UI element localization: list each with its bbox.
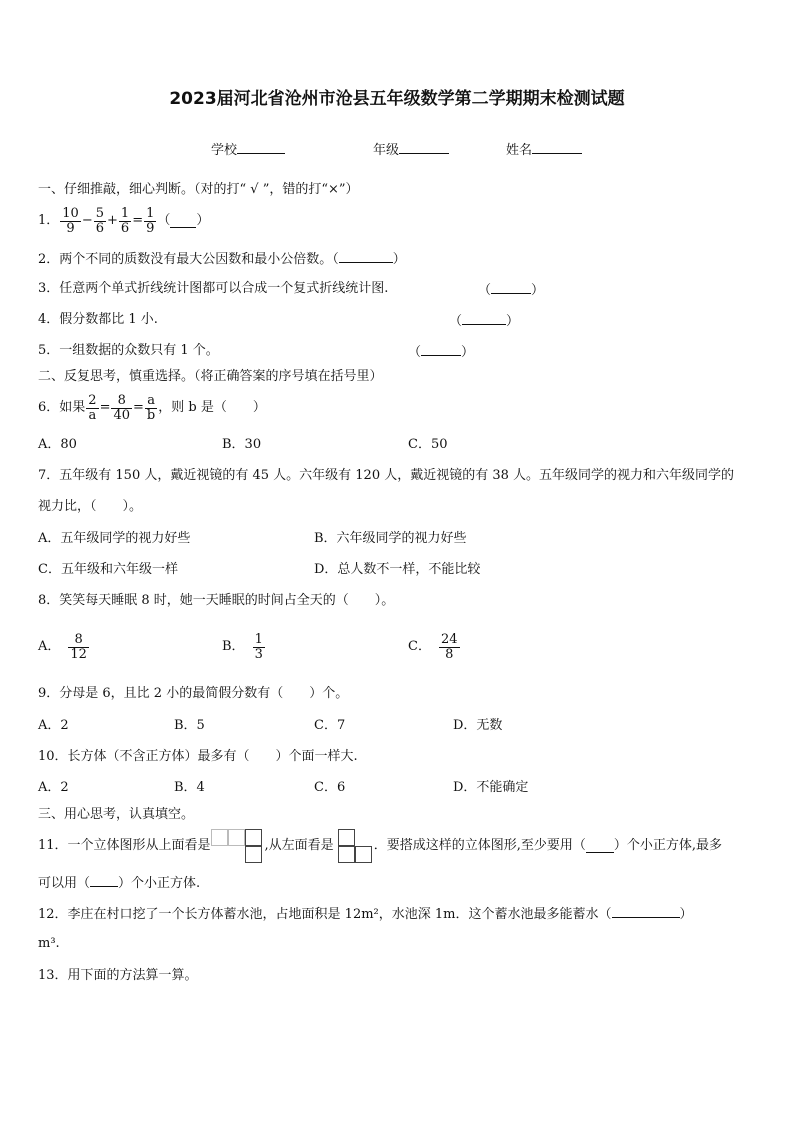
q12-unit: m³. [38,936,60,951]
q2-paren-right: ） [392,252,406,267]
q4-paren-right: ） [506,314,520,329]
grade-blank[interactable] [399,141,449,154]
q6-fraction-3 [145,394,157,423]
q12-answer-blank[interactable] [612,905,680,918]
q11-suffix: ．要搭成这样的立体图形,至少要用（ [373,838,586,853]
q3-paren-right: ） [531,283,545,298]
question-12-line-1 [38,905,693,923]
q1-paren-right: ） [196,213,210,228]
q1-fraction-3 [119,207,131,236]
q11-suffix-2: ）个小正方体,最多 [613,838,722,853]
q11-max-blank[interactable] [90,874,118,887]
q1-equals: = [132,213,144,228]
page-title: 2023届河北省沧州市沧县五年级数学第二学期期末检测试题 [169,89,625,109]
q6-suffix: ，则 b 是（ ） [158,400,266,415]
q6-prefix: 6．如果 [38,400,86,415]
q9-option-b[interactable]: B．5 [174,718,205,733]
q6-equals-2: = [133,400,144,415]
q8-b-den: 3 [254,646,263,662]
q3-answer-blank[interactable] [491,281,531,294]
q3-paren-left: （ [478,283,492,298]
q1-answer-blank[interactable] [170,215,196,228]
q11-left-cell [338,846,355,863]
q2-text: 2．两个不同的质数没有最大公因数和最小公倍数。（ [38,252,339,267]
q6-option-a[interactable]: A．80 [38,437,77,452]
q1-f1-den: 9 [66,220,75,236]
question-5-text: 5．一组数据的众数只有 1 个。 [38,343,219,358]
q5-answer-blank[interactable] [421,343,461,356]
q11-top-cell [211,829,228,846]
q1-fraction-2 [94,207,106,236]
q9-text: 9．分母是 6，且比 2 小的最简假分数有（ ）个。 [38,686,349,701]
q8-a-den: 12 [70,646,87,662]
q11-top-view-figure [211,829,265,863]
q8-option-b-fraction [253,633,265,662]
q11-top-cell [245,846,262,863]
name-field [506,141,582,159]
q9-option-c[interactable]: C．7 [314,718,346,733]
question-4-text: 4．假分数都比 1 小. [38,312,158,327]
q11-prefix: 11．一个立体图形从上面看是 [38,838,211,853]
q1-f3-den: 6 [120,220,130,236]
q7-line-1: 7．五年级有 150 人，戴近视镜的有 45 人。六年级有 120 人，戴近视镜的有 38 人。五年级同学的视力和六年级同学的 [38,468,735,483]
q1-f1-num: 10 [62,205,79,221]
q10-option-a[interactable]: A．2 [38,780,69,795]
q8-option-a-fraction [68,633,89,662]
q1-number: 1． [38,213,60,228]
grade-label: 年级 [373,143,400,158]
q11-middle: ,从左面看是 [264,838,334,853]
q7-option-c[interactable]: C．五年级和六年级一样 [38,562,178,577]
q7-option-a[interactable]: A．五年级同学的视力好些 [38,531,191,546]
q9-option-a[interactable]: A．2 [38,718,69,733]
q12-text: 12．李庄在村口挖了一个长方体蓄水池，占地面积是 12m²，水池深 1m．这个蓄水池最多能蓄水（ [38,907,612,922]
q8-b-num: 1 [254,631,263,647]
q6-option-c[interactable]: C．50 [408,437,448,452]
school-field [211,141,285,159]
q10-text: 10．长方体（不含正方体）最多有（ ）个面一样大. [38,749,358,764]
question-11-line-1 [38,828,722,864]
q7-line-2: 视力比，（ ）。 [38,499,143,514]
q1-f4-den: 9 [146,220,155,236]
question-5-answer [408,343,474,361]
q8-option-c[interactable] [408,628,461,666]
q8-option-a[interactable] [38,628,90,666]
q11-line2-suffix: ）个小正方体. [118,876,201,891]
q1-f3-num: 1 [120,205,130,221]
q11-left-cell [338,829,355,846]
question-3-text: 3．任意两个单式折线统计图都可以合成一个复式折线统计图. [38,281,389,296]
q8-c-num: 24 [440,631,458,647]
q6-fraction-2 [111,394,132,423]
q6-f2-num: 8 [111,394,132,409]
q8-option-a-label: A． [38,639,61,654]
q5-paren-right: ） [461,345,475,360]
section-1-heading: 一、仔细推敲，细心判断。（对的打“ √ ”，错的打“×”） [38,182,359,197]
school-label: 学校 [211,143,238,158]
question-2 [38,250,406,268]
q1-fraction-4 [144,207,156,236]
q8-option-c-fraction [439,633,460,662]
q1-f2-num: 5 [95,205,105,221]
q11-left-cell [355,846,372,863]
name-label: 姓名 [506,143,533,158]
q2-answer-blank[interactable] [339,250,393,263]
question-1 [38,203,209,239]
q6-fraction-1 [86,394,98,423]
q8-option-b[interactable] [222,628,266,666]
section-2-heading: 二、反复思考，慎重选择。（将正确答案的序号填在括号里） [38,369,383,384]
q8-option-c-label: C． [408,639,431,654]
q6-f3-num: a [145,394,157,409]
q4-paren-left: （ [449,314,463,329]
q12-paren-right: ） [679,907,693,922]
q1-f2-den: 6 [95,220,105,236]
q4-answer-blank[interactable] [462,312,506,325]
q8-text: 8．笑笑每天睡眠 8 时，她一天睡眠的时间占全天的（ ）。 [38,593,395,608]
q1-f4-num: 1 [146,205,155,221]
q6-f1-num: 2 [88,392,97,408]
q10-option-d[interactable]: D．不能确定 [453,780,529,795]
q1-minus: − [81,213,93,228]
q8-option-b-label: B． [222,639,245,654]
school-blank[interactable] [237,141,285,154]
q8-a-num: 8 [68,633,89,648]
q13-text: 13．用下面的方法算一算。 [38,968,198,983]
q11-min-blank[interactable] [586,840,614,853]
q6-f2-den: 40 [113,407,131,423]
q11-top-cell [245,829,262,846]
q10-option-b[interactable]: B．4 [174,780,205,795]
q11-top-cell [228,829,245,846]
name-blank[interactable] [532,141,582,154]
q1-paren-left: （ [157,213,171,228]
section-3-heading: 三、用心思考，认真填空。 [38,807,195,822]
question-4-answer [449,312,519,330]
q6-f3-den: b [146,407,156,423]
q1-fraction-1 [60,207,81,236]
grade-field [373,141,449,159]
q11-left-view-figure [338,829,374,863]
q6-option-b[interactable]: B．30 [222,437,262,452]
question-6 [38,390,266,426]
question-3-answer [478,281,544,299]
q7-option-b[interactable]: B．六年级同学的视力好些 [314,531,467,546]
q9-option-d[interactable]: D．无数 [453,718,503,733]
q6-f1-den: a [88,407,97,423]
q10-option-c[interactable]: C．6 [314,780,346,795]
q7-option-d[interactable]: D．总人数不一样，不能比较 [314,562,481,577]
q8-c-den: 8 [445,646,454,662]
q11-line2-prefix: 可以用（ [38,876,91,891]
q5-paren-left: （ [408,345,422,360]
question-11-line-2 [38,874,200,892]
q1-plus: + [107,213,118,228]
q6-equals-1: = [99,400,111,415]
